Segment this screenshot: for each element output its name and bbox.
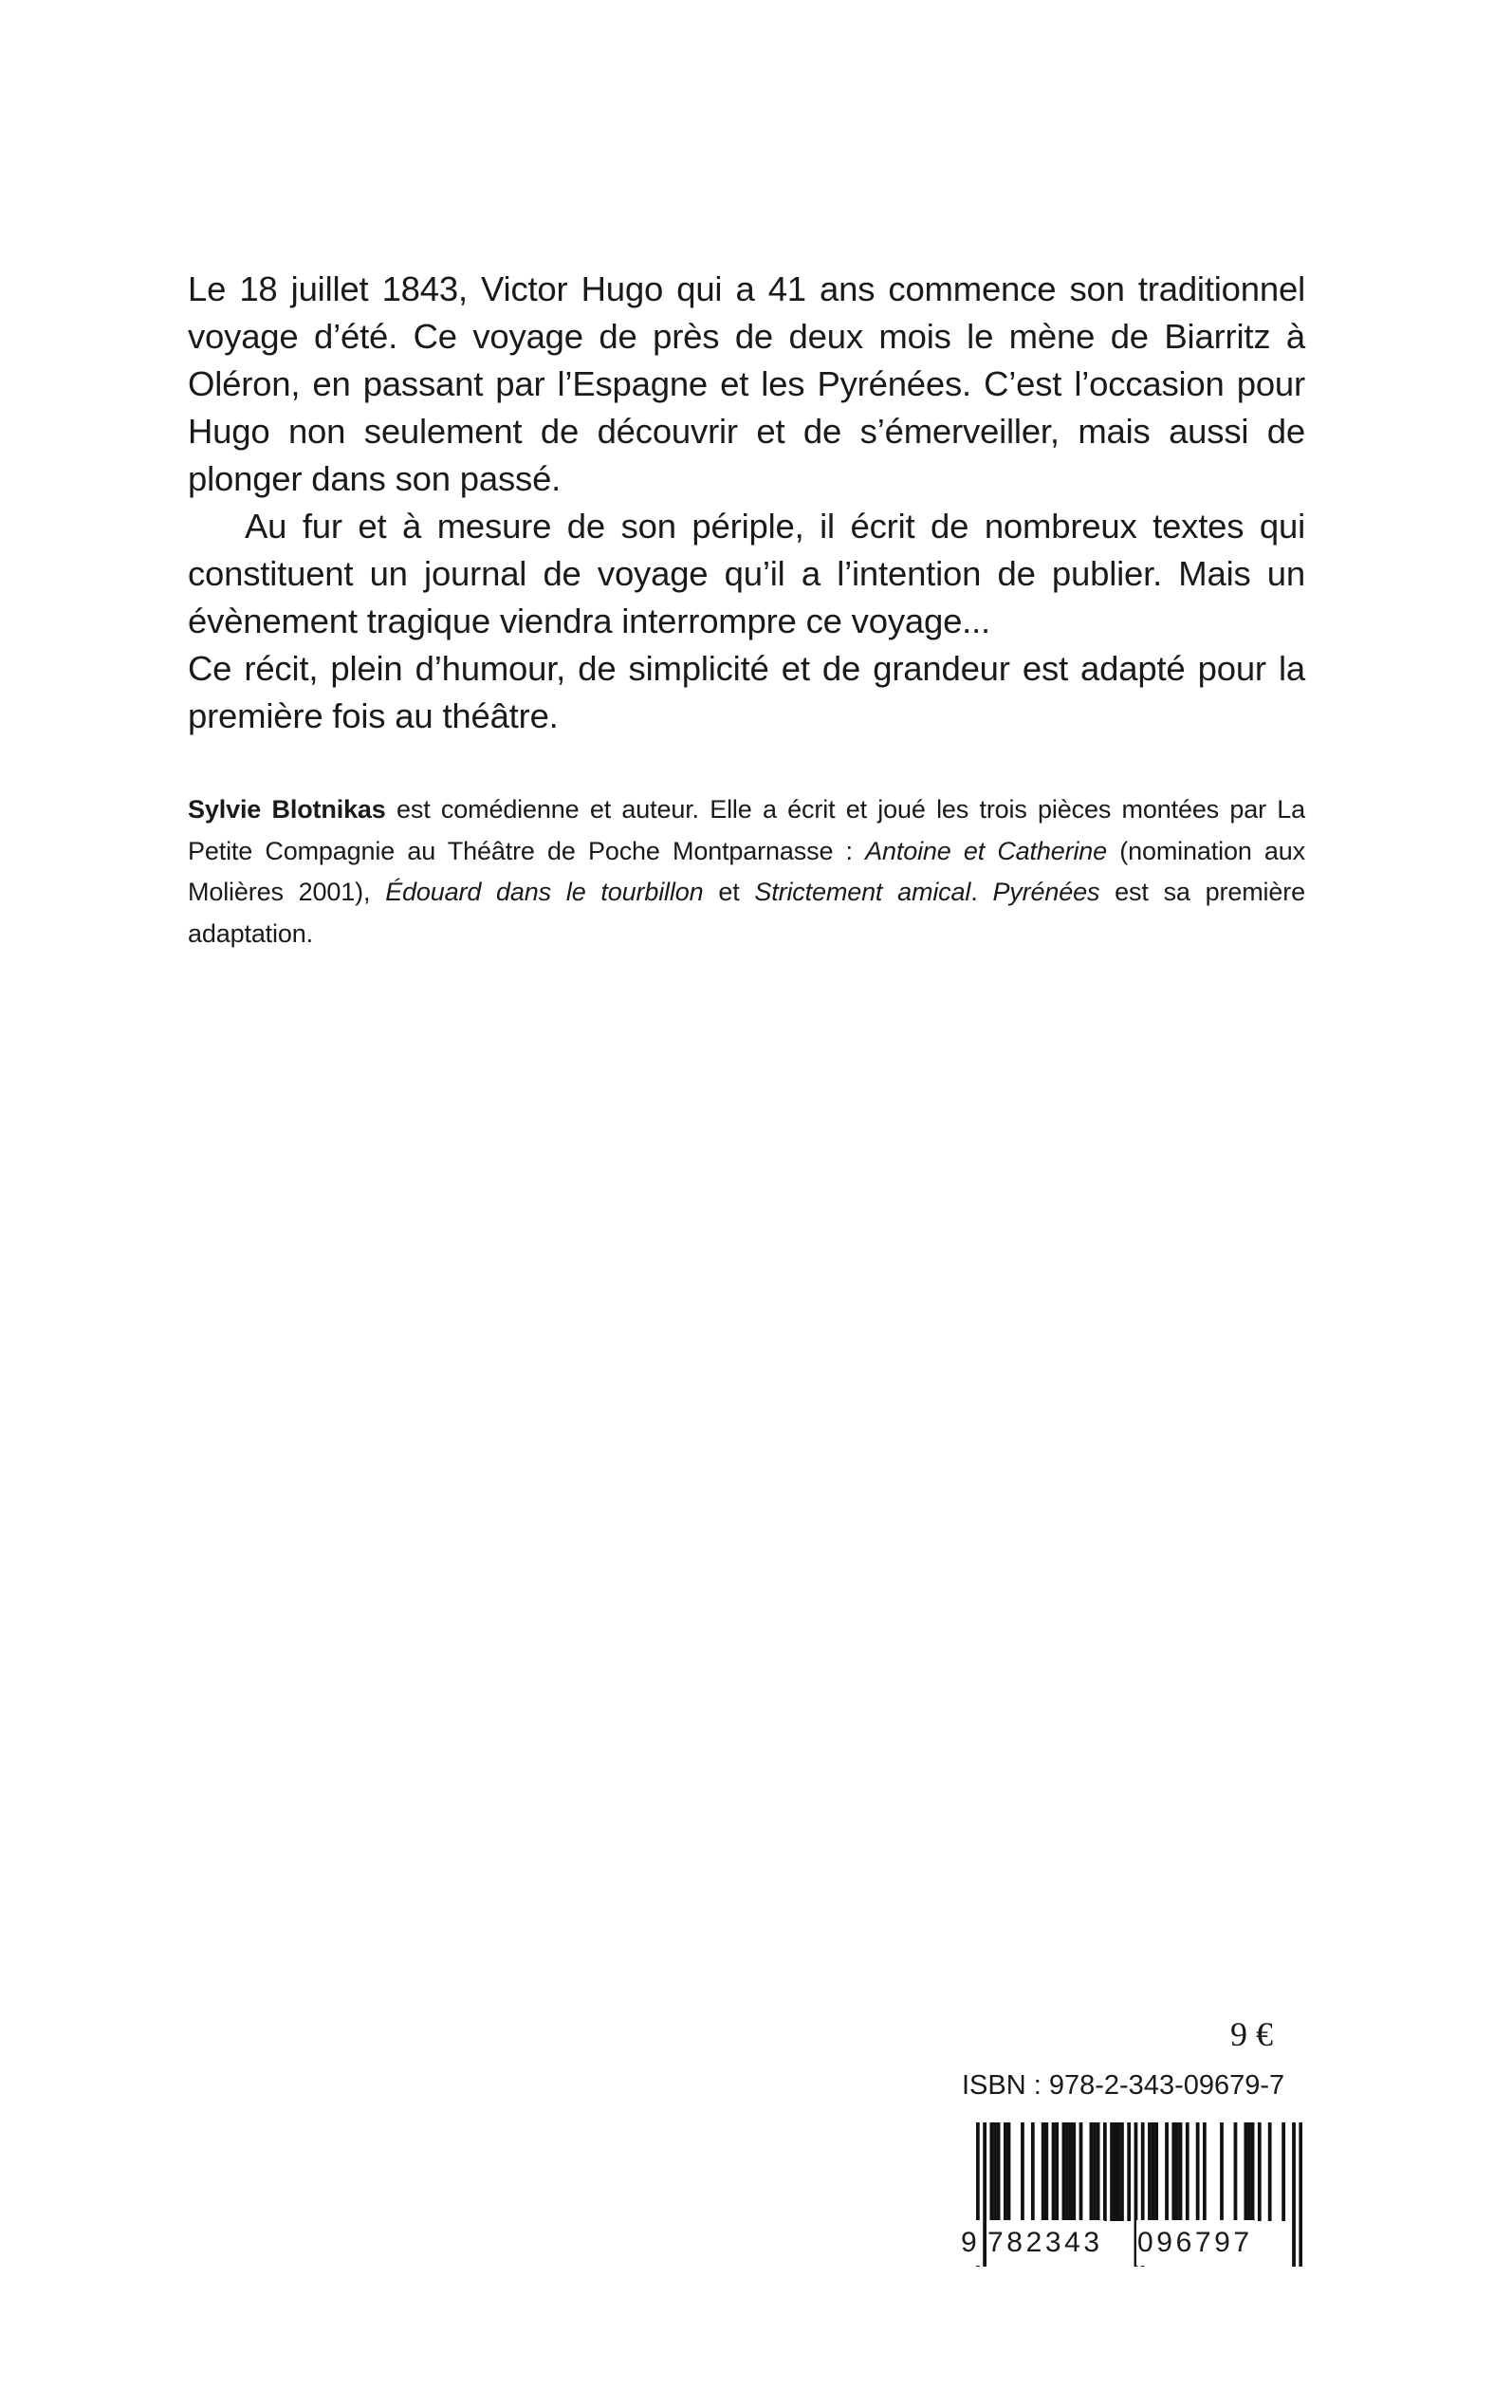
barcode-bar (1097, 2122, 1100, 2221)
barcode-bar (1042, 2122, 1045, 2221)
barcode-bar (1179, 2122, 1183, 2221)
barcode-bar (1110, 2122, 1114, 2221)
barcode-bar (1089, 2122, 1093, 2221)
barcode-bar (1127, 2122, 1131, 2221)
barcode-bar (1093, 2122, 1097, 2221)
barcode-bar (1052, 2122, 1056, 2221)
barcode-bar (1069, 2122, 1073, 2221)
isbn-number: ISBN : 978-2-343-09679-7 (962, 2070, 1285, 2101)
barcode-digit-group-1: 782343 (986, 2220, 1104, 2266)
barcode-bar (1055, 2122, 1059, 2221)
barcode-bar (1004, 2122, 1007, 2221)
barcode-bar (997, 2122, 1001, 2221)
barcode-bar (1116, 2122, 1120, 2221)
barcode-bar (1268, 2122, 1272, 2221)
barcode-digit-group-2: 096797 (1136, 2220, 1254, 2266)
barcode-bar (1072, 2122, 1076, 2221)
barcode-bar (989, 2122, 993, 2221)
barcode-digit-first: 9 (960, 2220, 981, 2266)
barcode-bar (1234, 2122, 1238, 2221)
summary-text (188, 266, 1305, 740)
barcode-bar (1175, 2122, 1179, 2221)
play-title-4: Pyrénées (992, 878, 1100, 906)
price: 9 € (1230, 2015, 1273, 2053)
barcode-bar (1171, 2122, 1175, 2221)
author-name: Sylvie Blotnikas (188, 795, 386, 824)
play-title-3: Strictement amical (754, 878, 971, 906)
barcode-bar (1007, 2122, 1011, 2221)
play-title-1: Antoine et Catherine (865, 836, 1108, 865)
bio-text-2: (nomination aux Molières 2001), (188, 836, 1306, 906)
barcode-bar (1196, 2122, 1200, 2221)
barcode-bar (1203, 2122, 1207, 2221)
bio-text-1: est comédienne et auteur. Elle a écrit et joué les trois pièces montées par La Petite Compagnie au Théâtre de Poche Montparnasse : (188, 795, 1305, 865)
barcode-bar (1031, 2122, 1035, 2221)
barcode-bar (1152, 2122, 1155, 2221)
barcode-bar (993, 2122, 997, 2221)
bio-text-3: et (703, 878, 755, 906)
barcode-bar (1186, 2122, 1189, 2221)
barcode-bar (1114, 2122, 1117, 2221)
barcode-bar (1103, 2122, 1107, 2221)
barcode-bar (1247, 2122, 1251, 2221)
barcode-bar (1079, 2122, 1083, 2221)
barcode-bar (1065, 2122, 1069, 2221)
barcode-bar (1120, 2122, 1124, 2221)
barcode-bar (1021, 2122, 1024, 2221)
barcode-bar (1165, 2122, 1169, 2221)
barcode-bar (1258, 2122, 1262, 2221)
barcode-bar (1220, 2122, 1224, 2221)
barcode-bar (1282, 2122, 1285, 2221)
bio-text-5: est sa première adaptation. (188, 878, 1305, 948)
summary-paragraph-1: Le 18 juillet 1843, Victor Hugo qui a 41 ans commence son traditionnel voyage d’été. Ce voyage de près de deux mois le mène de Biarritz à Oléron, en passant par l’Espagne et les Pyrénées. C’est l’occasion pour Hugo non seulement de découvrir et de s’émerveiller, mais aussi de plonger dans son passé. (188, 269, 1305, 498)
barcode-bar (1148, 2122, 1152, 2221)
author-bio (188, 789, 1305, 954)
barcode-bar (1062, 2122, 1066, 2221)
bio-text-4: . (970, 878, 993, 906)
barcode-digits (960, 2220, 1311, 2266)
barcode-bar (1154, 2122, 1158, 2221)
barcode-bar (1251, 2122, 1255, 2221)
summary-paragraph-2: Au fur et à mesure de son périple, il écrit de nombreux textes qui constituent un journal de voyage qu’il a l’intention de publier. Mais un évènement tragique viendra interrompre ce voyage... (188, 507, 1305, 640)
barcode-bar (1244, 2122, 1247, 2221)
play-title-2: Édouard dans le tourbillon (385, 878, 704, 906)
summary-paragraph-3: Ce récit, plein d’humour, de simplicité et de grandeur est adapté pour la première fois au théâtre. (188, 649, 1305, 735)
barcode-bar (1044, 2122, 1048, 2221)
